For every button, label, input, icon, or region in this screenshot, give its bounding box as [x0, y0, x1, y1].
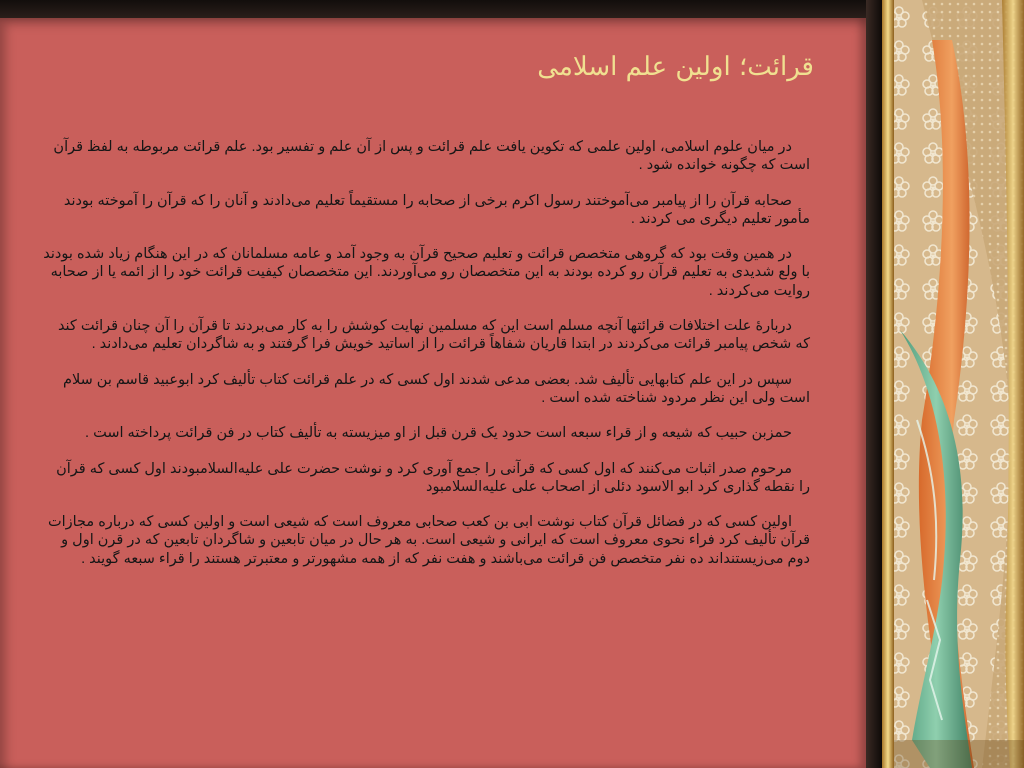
slide-title: قرائت؛ اولین علم اسلامی [537, 52, 814, 82]
top-dark-bar [0, 0, 880, 18]
paragraph-5: سپس در این علم کتابهایی تألیف شد. بعضی مدعی شدند اول کسی که در علم قرائت کتاب تألیف کرد ابوعبید قاسم بن سلام است ولی این نظر مردود شناخته شده است . [62, 371, 810, 406]
paragraph-6: حمزبن حبیب که شیعه و از قراء سبعه است حدود یک قرن قبل از او میزیسته به تألیف کتاب در فن قرائت پرداخته است . [85, 425, 792, 442]
frame-strip [866, 0, 882, 768]
paragraph-1: در میان علوم اسلامی، اولین علمی که تکوین یافت علم قرائت و پس از آن علم و تفسیر بود. علم قرائت مربوطه به لفظ قرآن است که چگونه خوانده شود . [53, 139, 810, 174]
paragraph-4: دربارهٔ علت اختلافات قرائتها آنچه مسلم است این که مسلمین نهایت کوشش را به کار می‌بردند تا قرآن را آن چنان قرائت کند که شخص پیامبر قرائت می‌کردند در ابتدا قاریان شفاهاً قرائت را از اساتید خویش فرا گرفتند و به شاگردان تعلیم می‌دادند . [57, 318, 810, 353]
slide-body [42, 138, 810, 585]
decorative-border [882, 0, 1024, 768]
decorative-pattern-art [882, 0, 1024, 768]
paragraph-7: مرحوم صدر اثبات می‌کنند که اول کسی که قرآنی را جمع آوری کرد و نوشت حضرت علی علیه‌السلامبودند اول کسی که قرآن را نقطه گذاری کرد ابو الاسود دئلی از اصحاب علی علیه‌السلامبود [56, 460, 810, 495]
paragraph-3: در همین وقت بود که گروهی متخصص قرائت و تعلیم صحیح قرآن به وجود آمد و عامه مسلمانان که در این هنگام زیاد شده بودند با ولع شدیدی به تعلیم قرآن رو کرده بودند به این متخصصان رو می‌آوردند. این متخصصان کیفیت قرائت خود را از ائمه یا از صحابه روایت می‌کردند . [43, 246, 810, 299]
paragraph-8: اولین کسی که در فضائل قرآن کتاب نوشت ابی بن کعب صحابی معروف است که شیعی است و اولین کسی که درباره مجازات قرآن تألیف کرد فراء نحوی معروف است که ایرانی و شیعی است. به هر حال در میان تابعین و شاگردان تابعین که در قرن اول و دوم می‌زیستنداند ده نفر متخصص فن قرائت می‌باشند و هفت نفر که از همه مشهورتر و معتبرتر هستند را قراء سبعه گویند . [47, 514, 810, 567]
paragraph-2: صحابه قرآن را از پیامبر می‌آموختند رسول اکرم برخی از صحابه را مستقیماً تعلیم می‌دادند و آنان را که قرآن را آموخته بودند مأمور تعلیم دیگری می کردند . [63, 192, 810, 227]
